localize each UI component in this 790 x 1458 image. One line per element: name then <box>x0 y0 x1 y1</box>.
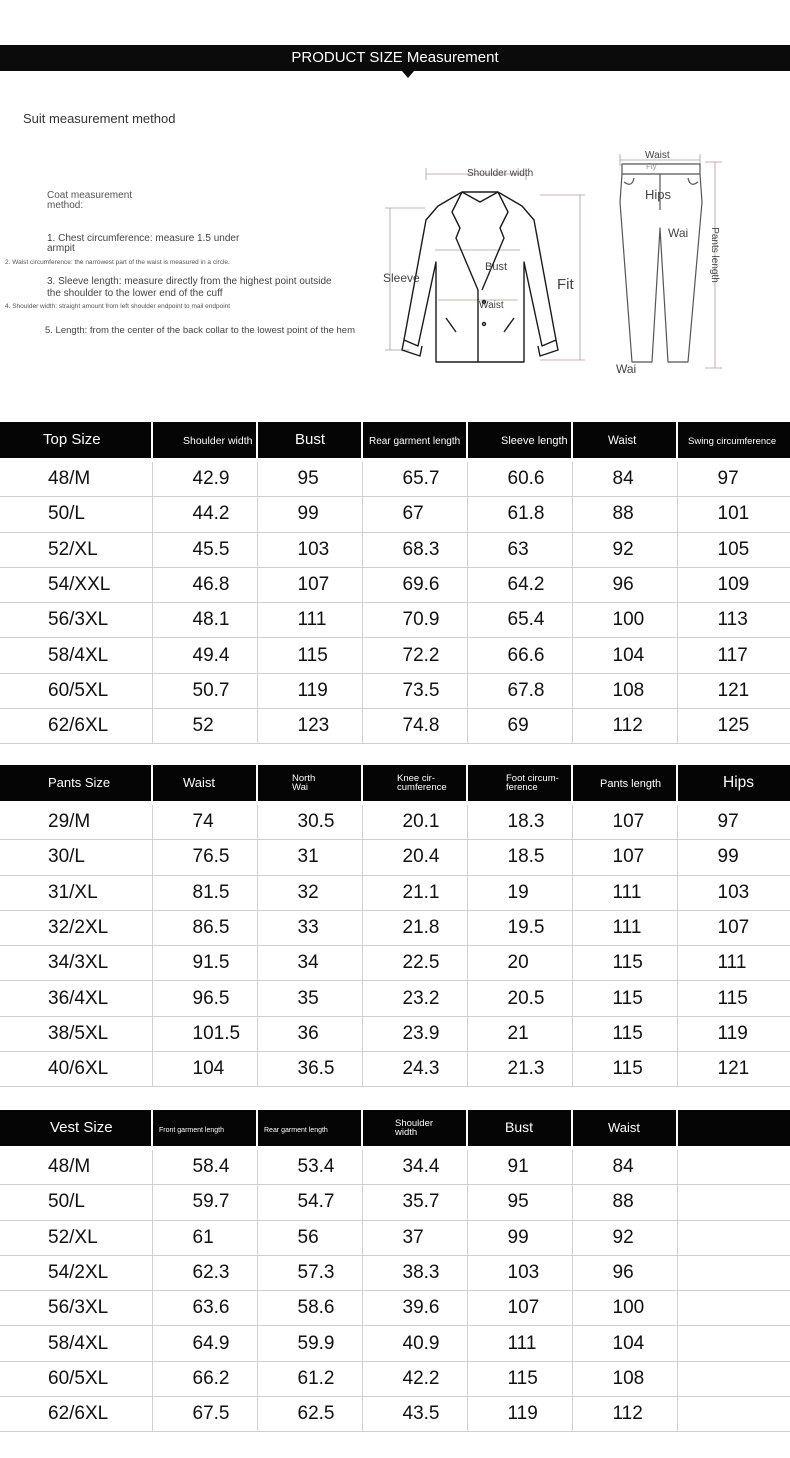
vest-header-front-length: Front garment length <box>152 1110 257 1146</box>
coat-label-bust: Bust <box>485 261 508 273</box>
top-table-cell: 69.6 <box>362 567 467 602</box>
vest-table-cell: 58/4XL <box>0 1326 152 1361</box>
pants-table-cell: 111 <box>677 946 790 981</box>
vest-table-cell: 119 <box>467 1397 572 1432</box>
top-table-cell: 73.5 <box>362 673 467 708</box>
pants-table-cell: 18.3 <box>467 805 572 840</box>
vest-table-cell: 92 <box>572 1220 677 1255</box>
pants-table-cell: 29/M <box>0 805 152 840</box>
top-table-cell: 111 <box>257 603 362 638</box>
vest-header-shoulder: Shoulder width <box>362 1110 467 1146</box>
vest-table-cell: 37 <box>362 1220 467 1255</box>
vest-table-row <box>0 1361 790 1396</box>
top-header-size: Top Size <box>0 422 152 458</box>
vest-table-cell: 104 <box>572 1326 677 1361</box>
vest-table-cell: 84 <box>572 1150 677 1185</box>
vest-header-waist: Waist <box>572 1110 677 1146</box>
top-header-waist: Waist <box>572 422 677 458</box>
vest-size-table <box>0 1110 790 1432</box>
pants-table-cell: 86.5 <box>152 910 257 945</box>
vest-table-cell: 111 <box>467 1326 572 1361</box>
top-table-cell: 105 <box>677 532 790 567</box>
pants-header-size: Pants Size <box>0 765 152 801</box>
pants-table-cell: 107 <box>572 840 677 875</box>
pants-table-cell: 36 <box>257 1016 362 1051</box>
pants-table-row <box>0 1052 790 1087</box>
pants-table-cell: 33 <box>257 910 362 945</box>
top-table-row <box>0 497 790 532</box>
note-shoulder: 4. Shoulder width: straight amount from left shoulder endpoint to mail endpoint <box>5 303 231 310</box>
vest-header-bust: Bust <box>467 1110 572 1146</box>
vest-table-cell: 66.2 <box>152 1361 257 1396</box>
pants-table-cell: 115 <box>572 946 677 981</box>
top-table-row <box>0 462 790 497</box>
pants-label-pants-length: Pants length <box>709 227 720 283</box>
vest-table-cell: 96 <box>572 1255 677 1290</box>
vest-table-cell: 54.7 <box>257 1185 362 1220</box>
vest-table-cell: 40.9 <box>362 1326 467 1361</box>
pants-header-knee: Knee cir-cumference <box>362 765 467 801</box>
pants-table-row <box>0 840 790 875</box>
pants-table-cell: 107 <box>677 910 790 945</box>
top-table-cell: 88 <box>572 497 677 532</box>
pants-label-wai-mid: Wai <box>668 226 689 240</box>
pants-table-cell: 21.3 <box>467 1052 572 1087</box>
top-table-cell: 121 <box>677 673 790 708</box>
top-table-row <box>0 567 790 602</box>
top-table-cell: 45.5 <box>152 532 257 567</box>
vest-table-cell: 95 <box>467 1185 572 1220</box>
vest-table-cell: 43.5 <box>362 1397 467 1432</box>
top-size-table <box>0 422 790 744</box>
top-table-cell: 48/M <box>0 462 152 497</box>
vest-header-size: Vest Size <box>0 1110 152 1146</box>
note-length: 5. Length: from the center of the back collar to the lowest point of the hem <box>45 325 355 336</box>
top-table-cell: 72.2 <box>362 638 467 673</box>
top-table-row <box>0 638 790 673</box>
top-table-cell: 65.4 <box>467 603 572 638</box>
top-table-cell: 95 <box>257 462 362 497</box>
pants-table-cell: 119 <box>677 1016 790 1051</box>
top-table-cell: 99 <box>257 497 362 532</box>
vest-table-row <box>0 1326 790 1361</box>
top-table-cell: 50.7 <box>152 673 257 708</box>
note-sleeve: 3. Sleeve length: measure directly from the highest point outside the shoulder to the lower end of the cuff <box>47 276 332 299</box>
top-table-cell: 67.8 <box>467 673 572 708</box>
top-table-cell: 67 <box>362 497 467 532</box>
pants-table-cell: 36/4XL <box>0 981 152 1016</box>
note-chest: 1. Chest circumference: measure 1.5 under armpit <box>47 233 240 254</box>
vest-table-cell: 108 <box>572 1361 677 1396</box>
pants-table-cell: 115 <box>572 1052 677 1087</box>
pants-table-cell: 115 <box>677 981 790 1016</box>
pants-table-cell: 81.5 <box>152 875 257 910</box>
vest-table-cell: 62/6XL <box>0 1397 152 1432</box>
pants-label-wai-bottom: Wai <box>616 362 637 376</box>
pants-table-cell: 111 <box>572 910 677 945</box>
vest-table-row <box>0 1185 790 1220</box>
vest-table-cell <box>677 1185 790 1220</box>
top-table-cell: 49.4 <box>152 638 257 673</box>
top-table-cell: 103 <box>257 532 362 567</box>
vest-table-cell <box>677 1397 790 1432</box>
top-header-rear-length: Rear garment length <box>362 422 467 458</box>
vest-table-cell: 63.6 <box>152 1291 257 1326</box>
top-table-cell: 101 <box>677 497 790 532</box>
top-table-cell: 54/XXL <box>0 567 152 602</box>
top-table-cell: 65.7 <box>362 462 467 497</box>
pants-table-cell: 34/3XL <box>0 946 152 981</box>
top-table-cell: 69 <box>467 709 572 744</box>
vest-table-cell: 52/XL <box>0 1220 152 1255</box>
pants-table-cell: 36.5 <box>257 1052 362 1087</box>
vest-table-cell <box>677 1220 790 1255</box>
vest-table-cell <box>677 1361 790 1396</box>
vest-table-row <box>0 1150 790 1185</box>
top-table-cell: 63 <box>467 532 572 567</box>
top-table-cell: 84 <box>572 462 677 497</box>
vest-table-row <box>0 1291 790 1326</box>
top-table-cell: 61.8 <box>467 497 572 532</box>
top-table-cell: 68.3 <box>362 532 467 567</box>
pants-header-hips: Hips <box>677 765 790 801</box>
pants-table-row <box>0 981 790 1016</box>
top-table-row <box>0 603 790 638</box>
pants-table-cell: 103 <box>677 875 790 910</box>
top-table-cell: 52 <box>152 709 257 744</box>
vest-table-cell: 34.4 <box>362 1150 467 1185</box>
vest-table-cell: 88 <box>572 1185 677 1220</box>
pants-label-waist: Waist <box>645 150 670 161</box>
vest-table-cell: 35.7 <box>362 1185 467 1220</box>
top-table-cell: 100 <box>572 603 677 638</box>
pants-table-cell: 34 <box>257 946 362 981</box>
top-table-cell: 64.2 <box>467 567 572 602</box>
pants-table-cell: 31/XL <box>0 875 152 910</box>
vest-table-cell: 64.9 <box>152 1326 257 1361</box>
vest-table-cell: 91 <box>467 1150 572 1185</box>
vest-table-cell: 99 <box>467 1220 572 1255</box>
pants-table-cell: 104 <box>152 1052 257 1087</box>
pants-table-row <box>0 946 790 981</box>
pants-table-cell: 32/2XL <box>0 910 152 945</box>
page-title-banner <box>0 45 790 71</box>
banner-arrow-icon <box>402 71 414 78</box>
coat-label-shoulder-width: Shoulder width <box>467 168 534 179</box>
top-table-cell: 97 <box>677 462 790 497</box>
vest-header-empty <box>677 1110 790 1146</box>
pants-table-cell: 21.8 <box>362 910 467 945</box>
top-table-cell: 44.2 <box>152 497 257 532</box>
vest-table-cell: 56/3XL <box>0 1291 152 1326</box>
vest-table-cell: 115 <box>467 1361 572 1396</box>
pants-table-cell: 91.5 <box>152 946 257 981</box>
vest-table-cell: 112 <box>572 1397 677 1432</box>
vest-table-cell: 103 <box>467 1255 572 1290</box>
top-table-cell: 48.1 <box>152 603 257 638</box>
top-table-cell: 60.6 <box>467 462 572 497</box>
vest-table-cell: 61 <box>152 1220 257 1255</box>
top-table-row <box>0 709 790 744</box>
method-title: Suit measurement method <box>23 111 176 126</box>
top-table-cell: 96 <box>572 567 677 602</box>
vest-table-cell: 59.7 <box>152 1185 257 1220</box>
pants-table-cell: 18.5 <box>467 840 572 875</box>
pants-header-waist: Waist <box>152 765 257 801</box>
vest-table-cell <box>677 1291 790 1326</box>
top-table-cell: 117 <box>677 638 790 673</box>
vest-table-cell <box>677 1150 790 1185</box>
top-header-sleeve: Sleeve length <box>467 422 572 458</box>
top-table-cell: 56/3XL <box>0 603 152 638</box>
pants-header-foot: Foot circum-ference <box>467 765 572 801</box>
vest-table-cell: 38.3 <box>362 1255 467 1290</box>
vest-table-cell: 53.4 <box>257 1150 362 1185</box>
pants-table-cell: 23.9 <box>362 1016 467 1051</box>
top-table-cell: 58/4XL <box>0 638 152 673</box>
top-table-cell: 92 <box>572 532 677 567</box>
top-table-cell: 115 <box>257 638 362 673</box>
coat-label-sleeve: Sleeve <box>383 271 420 285</box>
vest-table-cell: 67.5 <box>152 1397 257 1432</box>
pants-table-cell: 20 <box>467 946 572 981</box>
vest-table-cell <box>677 1326 790 1361</box>
pants-table-cell: 23.2 <box>362 981 467 1016</box>
page-title: PRODUCT SIZE Measurement <box>291 49 499 66</box>
top-table-cell: 108 <box>572 673 677 708</box>
top-header-shoulder: Shoulder width <box>152 422 257 458</box>
top-table-cell: 112 <box>572 709 677 744</box>
coat-label-fit: Fit <box>557 276 574 293</box>
top-table-cell: 62/6XL <box>0 709 152 744</box>
pants-table-row <box>0 875 790 910</box>
top-table-cell: 119 <box>257 673 362 708</box>
top-table-cell: 74.8 <box>362 709 467 744</box>
coat-label-waist: Waist <box>479 300 504 311</box>
pants-table-cell: 19 <box>467 875 572 910</box>
vest-table-cell: 61.2 <box>257 1361 362 1396</box>
pants-table-cell: 40/6XL <box>0 1052 152 1087</box>
top-table-cell: 123 <box>257 709 362 744</box>
top-header-bust: Bust <box>257 422 362 458</box>
pants-table-cell: 32 <box>257 875 362 910</box>
note-waist: 2. Waist circumference: the narrowest part of the waist is measured in a circle. <box>5 259 230 266</box>
pants-label-fly: Fly <box>646 162 657 171</box>
vest-table-cell: 54/2XL <box>0 1255 152 1290</box>
vest-table-cell: 39.6 <box>362 1291 467 1326</box>
vest-header-rear-length: Rear garment length <box>257 1110 362 1146</box>
pants-table-cell: 101.5 <box>152 1016 257 1051</box>
pants-header-pants-length: Pants length <box>572 765 677 801</box>
pants-table-cell: 38/5XL <box>0 1016 152 1051</box>
pants-label-hips: Hips <box>645 187 672 202</box>
pants-table-cell: 99 <box>677 840 790 875</box>
pants-table-row <box>0 805 790 840</box>
top-table-row <box>0 532 790 567</box>
pants-table-cell: 21.1 <box>362 875 467 910</box>
vest-table-cell: 62.5 <box>257 1397 362 1432</box>
pants-table-cell: 115 <box>572 1016 677 1051</box>
top-table-cell: 107 <box>257 567 362 602</box>
pants-table-cell: 115 <box>572 981 677 1016</box>
vest-table-cell: 62.3 <box>152 1255 257 1290</box>
vest-table-cell: 60/5XL <box>0 1361 152 1396</box>
top-table-cell: 46.8 <box>152 567 257 602</box>
top-table-cell: 104 <box>572 638 677 673</box>
pants-table-cell: 21 <box>467 1016 572 1051</box>
vest-table-cell: 56 <box>257 1220 362 1255</box>
pants-table-cell: 107 <box>572 805 677 840</box>
pants-table-cell: 35 <box>257 981 362 1016</box>
pants-table-cell: 22.5 <box>362 946 467 981</box>
pants-table-cell: 76.5 <box>152 840 257 875</box>
vest-table-cell: 50/L <box>0 1185 152 1220</box>
vest-table-cell: 42.2 <box>362 1361 467 1396</box>
pants-table-cell: 121 <box>677 1052 790 1087</box>
pants-table-cell: 20.5 <box>467 981 572 1016</box>
pants-table-cell: 30/L <box>0 840 152 875</box>
vest-table-cell <box>677 1255 790 1290</box>
top-table-cell: 52/XL <box>0 532 152 567</box>
coat-method-title: Coat measurement method: <box>47 190 133 211</box>
pants-table-cell: 20.4 <box>362 840 467 875</box>
top-table-cell: 109 <box>677 567 790 602</box>
vest-table-cell: 48/M <box>0 1150 152 1185</box>
vest-table-row <box>0 1255 790 1290</box>
pants-table-cell: 19.5 <box>467 910 572 945</box>
vest-table-row <box>0 1397 790 1432</box>
pants-table-cell: 20.1 <box>362 805 467 840</box>
vest-table-row <box>0 1220 790 1255</box>
top-table-cell: 125 <box>677 709 790 744</box>
top-table-row <box>0 673 790 708</box>
vest-table-cell: 58.6 <box>257 1291 362 1326</box>
vest-table-cell: 58.4 <box>152 1150 257 1185</box>
top-table-cell: 42.9 <box>152 462 257 497</box>
vest-table-cell: 57.3 <box>257 1255 362 1290</box>
top-table-cell: 66.6 <box>467 638 572 673</box>
pants-table-cell: 30.5 <box>257 805 362 840</box>
pants-table-row <box>0 910 790 945</box>
pants-table-row <box>0 1016 790 1051</box>
pants-header-north-wai: North Wai <box>257 765 362 801</box>
pants-table-cell: 24.3 <box>362 1052 467 1087</box>
top-table-cell: 60/5XL <box>0 673 152 708</box>
vest-table-cell: 107 <box>467 1291 572 1326</box>
pants-table-cell: 74 <box>152 805 257 840</box>
pants-table-cell: 31 <box>257 840 362 875</box>
pants-table-cell: 111 <box>572 875 677 910</box>
top-table-cell: 70.9 <box>362 603 467 638</box>
top-table-cell: 113 <box>677 603 790 638</box>
pants-size-table <box>0 765 790 1087</box>
vest-table-cell: 59.9 <box>257 1326 362 1361</box>
pants-table-cell: 96.5 <box>152 981 257 1016</box>
pants-table-cell: 97 <box>677 805 790 840</box>
vest-table-cell: 100 <box>572 1291 677 1326</box>
top-table-cell: 50/L <box>0 497 152 532</box>
top-header-swing: Swing circumference <box>677 422 790 458</box>
